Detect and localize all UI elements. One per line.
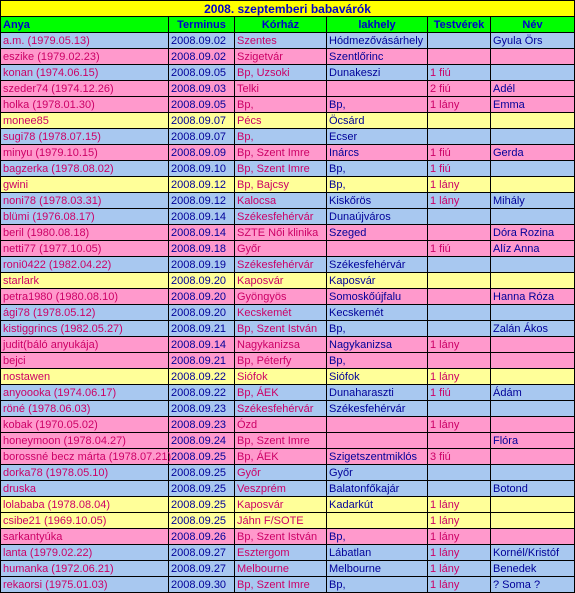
cell-lakhely[interactable] bbox=[327, 241, 428, 257]
cell-terminus[interactable]: 2008.09.07 bbox=[169, 129, 235, 145]
cell-korhaz[interactable]: Győr bbox=[235, 241, 327, 257]
cell-terminus[interactable]: 2008.09.09 bbox=[169, 145, 235, 161]
cell-testverek[interactable]: 1 lány bbox=[428, 369, 491, 385]
cell-nev[interactable]: Gyula Örs bbox=[491, 33, 575, 49]
table-row bbox=[1, 497, 575, 513]
cell-nev[interactable] bbox=[491, 273, 575, 289]
cell-anya[interactable]: bagzerka (1978.08.02) bbox=[1, 161, 169, 177]
cell-terminus[interactable]: 2008.09.02 bbox=[169, 49, 235, 65]
header-nev: Név bbox=[491, 17, 575, 33]
cell-terminus[interactable]: 2008.09.25 bbox=[169, 497, 235, 513]
table-row bbox=[1, 49, 575, 65]
cell-testverek[interactable]: 1 fiú bbox=[428, 145, 491, 161]
cell-anya[interactable]: judit(báló anyukája) bbox=[1, 337, 169, 353]
cell-testverek[interactable] bbox=[428, 49, 491, 65]
cell-terminus[interactable]: 2008.09.25 bbox=[169, 465, 235, 481]
table-row bbox=[1, 177, 575, 193]
cell-lakhely[interactable] bbox=[327, 81, 428, 97]
cell-anya[interactable]: starlark bbox=[1, 273, 169, 289]
cell-testverek[interactable] bbox=[428, 129, 491, 145]
table-row bbox=[1, 321, 575, 337]
cell-korhaz[interactable]: Bp, bbox=[235, 97, 327, 113]
cell-nev[interactable] bbox=[491, 209, 575, 225]
cell-anya[interactable]: humanka (1972.06.21) bbox=[1, 561, 169, 577]
cell-lakhely[interactable]: Bp, bbox=[327, 353, 428, 369]
cell-nev[interactable]: Ádám bbox=[491, 385, 575, 401]
cell-testverek[interactable] bbox=[428, 481, 491, 497]
cell-korhaz[interactable]: Siófok bbox=[235, 369, 327, 385]
cell-lakhely[interactable]: Nagykanizsa bbox=[327, 337, 428, 353]
cell-lakhely[interactable]: Kaposvár bbox=[327, 273, 428, 289]
cell-korhaz[interactable]: Bp, Szent István bbox=[235, 321, 327, 337]
cell-nev[interactable] bbox=[491, 113, 575, 129]
cell-nev[interactable] bbox=[491, 513, 575, 529]
cell-anya[interactable]: szeder74 (1974.12.26) bbox=[1, 81, 169, 97]
cell-terminus[interactable]: 2008.09.05 bbox=[169, 97, 235, 113]
cell-korhaz[interactable]: Bp, Szent István bbox=[235, 529, 327, 545]
cell-lakhely[interactable]: Bp, bbox=[327, 529, 428, 545]
cell-nev[interactable]: Emma bbox=[491, 97, 575, 113]
table-row bbox=[1, 545, 575, 561]
cell-testverek[interactable]: 1 lány bbox=[428, 417, 491, 433]
cell-terminus[interactable]: 2008.09.22 bbox=[169, 369, 235, 385]
cell-testverek[interactable] bbox=[428, 209, 491, 225]
cell-korhaz[interactable]: Kecskemét bbox=[235, 305, 327, 321]
cell-korhaz[interactable]: Bp, Szent Imre bbox=[235, 145, 327, 161]
cell-nev[interactable]: Gerda bbox=[491, 145, 575, 161]
cell-anya[interactable]: petra1980 (1980.08.10) bbox=[1, 289, 169, 305]
cell-terminus[interactable]: 2008.09.12 bbox=[169, 193, 235, 209]
cell-testverek[interactable]: 1 lány bbox=[428, 193, 491, 209]
table-row bbox=[1, 65, 575, 81]
cell-terminus[interactable]: 2008.09.03 bbox=[169, 81, 235, 97]
cell-korhaz[interactable]: Székesfehérvár bbox=[235, 257, 327, 273]
cell-nev[interactable]: Zalán Ákos bbox=[491, 321, 575, 337]
cell-testverek[interactable]: 1 lány bbox=[428, 97, 491, 113]
cell-nev[interactable]: Mihály bbox=[491, 193, 575, 209]
cell-testverek[interactable]: 1 lány bbox=[428, 497, 491, 513]
cell-nev[interactable] bbox=[491, 337, 575, 353]
cell-lakhely[interactable]: Dunakeszi bbox=[327, 65, 428, 81]
cell-terminus[interactable]: 2008.09.24 bbox=[169, 433, 235, 449]
cell-lakhely[interactable]: Kadarkút bbox=[327, 497, 428, 513]
cell-terminus[interactable]: 2008.09.25 bbox=[169, 449, 235, 465]
table-row bbox=[1, 561, 575, 577]
cell-testverek[interactable]: 1 lány bbox=[428, 529, 491, 545]
table-row bbox=[1, 209, 575, 225]
cell-testverek[interactable] bbox=[428, 321, 491, 337]
cell-terminus[interactable]: 2008.09.18 bbox=[169, 241, 235, 257]
cell-terminus[interactable]: 2008.09.21 bbox=[169, 321, 235, 337]
cell-lakhely[interactable]: Dunaújváros bbox=[327, 209, 428, 225]
cell-testverek[interactable]: 1 fiú bbox=[428, 65, 491, 81]
cell-anya[interactable]: monee85 bbox=[1, 113, 169, 129]
cell-korhaz[interactable]: Pécs bbox=[235, 113, 327, 129]
cell-anya[interactable]: roni0422 (1982.04.22) bbox=[1, 257, 169, 273]
cell-terminus[interactable]: 2008.09.25 bbox=[169, 481, 235, 497]
cell-terminus[interactable]: 2008.09.22 bbox=[169, 385, 235, 401]
cell-nev[interactable] bbox=[491, 353, 575, 369]
cell-anya[interactable]: eszike (1979.02.23) bbox=[1, 49, 169, 65]
cell-nev[interactable]: Kornél/Kristóf bbox=[491, 545, 575, 561]
cell-lakhely[interactable]: Bp, bbox=[327, 577, 428, 593]
cell-lakhely[interactable]: Lábatlan bbox=[327, 545, 428, 561]
cell-anya[interactable]: rekaorsi (1975.01.03) bbox=[1, 577, 169, 593]
cell-korhaz[interactable]: Telki bbox=[235, 81, 327, 97]
cell-nev[interactable] bbox=[491, 257, 575, 273]
cell-anya[interactable]: honeymoon (1978.04.27) bbox=[1, 433, 169, 449]
cell-korhaz[interactable]: Bp, Szent Imre bbox=[235, 577, 327, 593]
cell-korhaz[interactable]: SZTE Női klinika bbox=[235, 225, 327, 241]
cell-korhaz[interactable]: Jáhn F/SOTE bbox=[235, 513, 327, 529]
cell-lakhely[interactable]: Siófok bbox=[327, 369, 428, 385]
cell-nev[interactable] bbox=[491, 305, 575, 321]
cell-anya[interactable]: ági78 (1978.05.12) bbox=[1, 305, 169, 321]
cell-anya[interactable]: blümi (1976.08.17) bbox=[1, 209, 169, 225]
cell-korhaz[interactable]: Székesfehérvár bbox=[235, 209, 327, 225]
cell-anya[interactable]: minyu (1979.10.15) bbox=[1, 145, 169, 161]
cell-anya[interactable]: nostawen bbox=[1, 369, 169, 385]
cell-testverek[interactable]: 1 lány bbox=[428, 577, 491, 593]
cell-nev[interactable] bbox=[491, 49, 575, 65]
cell-nev[interactable]: Hanna Róza bbox=[491, 289, 575, 305]
cell-korhaz[interactable]: Bp, Bajcsy bbox=[235, 177, 327, 193]
cell-testverek[interactable] bbox=[428, 433, 491, 449]
cell-anya[interactable]: röné (1978.06.03) bbox=[1, 401, 169, 417]
cell-nev[interactable] bbox=[491, 65, 575, 81]
cell-korhaz[interactable]: Kaposvár bbox=[235, 497, 327, 513]
cell-testverek[interactable] bbox=[428, 225, 491, 241]
table-row bbox=[1, 225, 575, 241]
cell-korhaz[interactable]: Nagykanizsa bbox=[235, 337, 327, 353]
table-row bbox=[1, 113, 575, 129]
cell-testverek[interactable] bbox=[428, 353, 491, 369]
cell-anya[interactable]: gwini bbox=[1, 177, 169, 193]
cell-anya[interactable]: sugi78 (1978.07.15) bbox=[1, 129, 169, 145]
cell-lakhely[interactable]: Bp, bbox=[327, 177, 428, 193]
cell-lakhely[interactable]: Kecskemét bbox=[327, 305, 428, 321]
cell-anya[interactable]: konan (1974.06.15) bbox=[1, 65, 169, 81]
cell-lakhely[interactable] bbox=[327, 513, 428, 529]
cell-anya[interactable]: lanta (1979.02.22) bbox=[1, 545, 169, 561]
cell-nev[interactable]: ? Soma ? bbox=[491, 577, 575, 593]
cell-lakhely[interactable]: Hódmezővásárhely bbox=[327, 33, 428, 49]
cell-terminus[interactable]: 2008.09.20 bbox=[169, 273, 235, 289]
cell-korhaz[interactable]: Ózd bbox=[235, 417, 327, 433]
cell-lakhely[interactable]: Kiskőrös bbox=[327, 193, 428, 209]
cell-anya[interactable]: kistiggrincs (1982.05.27) bbox=[1, 321, 169, 337]
table-row bbox=[1, 337, 575, 353]
cell-korhaz[interactable]: Kalocsa bbox=[235, 193, 327, 209]
cell-terminus[interactable]: 2008.09.05 bbox=[169, 65, 235, 81]
cell-terminus[interactable]: 2008.09.23 bbox=[169, 417, 235, 433]
table-row bbox=[1, 369, 575, 385]
table-row bbox=[1, 385, 575, 401]
header-row bbox=[1, 17, 575, 33]
table-row bbox=[1, 257, 575, 273]
cell-testverek[interactable]: 1 lány bbox=[428, 561, 491, 577]
cell-lakhely[interactable]: Somoskőújfalu bbox=[327, 289, 428, 305]
table-row bbox=[1, 577, 575, 593]
table-row bbox=[1, 273, 575, 289]
sheet-title: 2008. szeptemberi babavárók bbox=[1, 1, 575, 17]
cell-lakhely[interactable]: Székesfehérvár bbox=[327, 401, 428, 417]
cell-nev[interactable]: Botond bbox=[491, 481, 575, 497]
cell-lakhely[interactable] bbox=[327, 433, 428, 449]
table-row bbox=[1, 33, 575, 49]
cell-korhaz[interactable]: Bp, ÁEK bbox=[235, 385, 327, 401]
cell-nev[interactable] bbox=[491, 161, 575, 177]
cell-lakhely[interactable]: Melbourne bbox=[327, 561, 428, 577]
cell-nev[interactable] bbox=[491, 129, 575, 145]
table-row bbox=[1, 401, 575, 417]
cell-testverek[interactable]: 1 fiú bbox=[428, 161, 491, 177]
cell-nev[interactable] bbox=[491, 177, 575, 193]
cell-lakhely[interactable]: Öcsárd bbox=[327, 113, 428, 129]
cell-lakhely[interactable]: Szentlőrinc bbox=[327, 49, 428, 65]
table-row bbox=[1, 241, 575, 257]
cell-nev[interactable] bbox=[491, 529, 575, 545]
table-row bbox=[1, 513, 575, 529]
cell-terminus[interactable]: 2008.09.14 bbox=[169, 225, 235, 241]
cell-lakhely[interactable]: Bp, bbox=[327, 161, 428, 177]
table-row bbox=[1, 353, 575, 369]
table-row bbox=[1, 449, 575, 465]
cell-lakhely[interactable]: Ecser bbox=[327, 129, 428, 145]
cell-testverek[interactable] bbox=[428, 273, 491, 289]
table-row bbox=[1, 129, 575, 145]
cell-testverek[interactable] bbox=[428, 401, 491, 417]
cell-korhaz[interactable]: Bp, Szent Imre bbox=[235, 433, 327, 449]
cell-nev[interactable] bbox=[491, 497, 575, 513]
cell-terminus[interactable]: 2008.09.10 bbox=[169, 161, 235, 177]
cell-korhaz[interactable]: Gyöngyös bbox=[235, 289, 327, 305]
table-row bbox=[1, 161, 575, 177]
cell-terminus[interactable]: 2008.09.25 bbox=[169, 513, 235, 529]
cell-terminus[interactable]: 2008.09.02 bbox=[169, 33, 235, 49]
cell-terminus[interactable]: 2008.09.20 bbox=[169, 289, 235, 305]
cell-nev[interactable]: Alíz Anna bbox=[491, 241, 575, 257]
header-testverek: Testvérek bbox=[428, 17, 491, 33]
cell-terminus[interactable]: 2008.09.26 bbox=[169, 529, 235, 545]
cell-terminus[interactable]: 2008.09.23 bbox=[169, 401, 235, 417]
cell-lakhely[interactable]: Balatonfőkajár bbox=[327, 481, 428, 497]
cell-testverek[interactable]: 1 lány bbox=[428, 337, 491, 353]
cell-testverek[interactable] bbox=[428, 305, 491, 321]
cell-korhaz[interactable]: Melbourne bbox=[235, 561, 327, 577]
table-row bbox=[1, 81, 575, 97]
cell-testverek[interactable] bbox=[428, 113, 491, 129]
cell-korhaz[interactable]: Szigetvár bbox=[235, 49, 327, 65]
cell-anya[interactable]: druska bbox=[1, 481, 169, 497]
cell-testverek[interactable]: 1 lány bbox=[428, 545, 491, 561]
cell-lakhely[interactable]: Győr bbox=[327, 465, 428, 481]
cell-testverek[interactable] bbox=[428, 257, 491, 273]
cell-nev[interactable] bbox=[491, 417, 575, 433]
cell-nev[interactable]: Flóra bbox=[491, 433, 575, 449]
table-row bbox=[1, 529, 575, 545]
cell-testverek[interactable] bbox=[428, 33, 491, 49]
cell-lakhely[interactable]: Bp, bbox=[327, 97, 428, 113]
table-row bbox=[1, 465, 575, 481]
cell-testverek[interactable]: 1 lány bbox=[428, 513, 491, 529]
cell-anya[interactable]: kobak (1970.05.02) bbox=[1, 417, 169, 433]
cell-korhaz[interactable]: Bp, Péterfy bbox=[235, 353, 327, 369]
cell-lakhely[interactable]: Szeged bbox=[327, 225, 428, 241]
cell-korhaz[interactable]: Veszprém bbox=[235, 481, 327, 497]
cell-nev[interactable] bbox=[491, 449, 575, 465]
header-terminus: Terminus bbox=[169, 17, 235, 33]
cell-anya[interactable]: bejci bbox=[1, 353, 169, 369]
cell-anya[interactable]: lolababa (1978.08.04) bbox=[1, 497, 169, 513]
cell-korhaz[interactable]: Bp, Szent Imre bbox=[235, 161, 327, 177]
cell-terminus[interactable]: 2008.09.14 bbox=[169, 209, 235, 225]
table-row bbox=[1, 481, 575, 497]
cell-korhaz[interactable]: Bp, bbox=[235, 129, 327, 145]
cell-korhaz[interactable]: Győr bbox=[235, 465, 327, 481]
cell-anya[interactable]: beril (1980.08.18) bbox=[1, 225, 169, 241]
cell-testverek[interactable]: 2 fiú bbox=[428, 81, 491, 97]
table-row bbox=[1, 417, 575, 433]
cell-testverek[interactable] bbox=[428, 465, 491, 481]
cell-terminus[interactable]: 2008.09.12 bbox=[169, 177, 235, 193]
cell-nev[interactable] bbox=[491, 369, 575, 385]
cell-testverek[interactable]: 1 fiú bbox=[428, 241, 491, 257]
cell-testverek[interactable]: 1 lány bbox=[428, 177, 491, 193]
table-row bbox=[1, 305, 575, 321]
cell-nev[interactable]: Dóra Rozina bbox=[491, 225, 575, 241]
cell-korhaz[interactable]: Esztergom bbox=[235, 545, 327, 561]
cell-terminus[interactable]: 2008.09.19 bbox=[169, 257, 235, 273]
cell-lakhely[interactable]: Bp, bbox=[327, 321, 428, 337]
cell-terminus[interactable]: 2008.09.14 bbox=[169, 337, 235, 353]
table-row bbox=[1, 97, 575, 113]
cell-nev[interactable]: Adél bbox=[491, 81, 575, 97]
table-row bbox=[1, 289, 575, 305]
cell-terminus[interactable]: 2008.09.30 bbox=[169, 577, 235, 593]
cell-lakhely[interactable]: Inárcs bbox=[327, 145, 428, 161]
header-korhaz: Kórház bbox=[235, 17, 327, 33]
cell-anya[interactable]: a.m. (1979.05.13) bbox=[1, 33, 169, 49]
cell-lakhely[interactable] bbox=[327, 417, 428, 433]
table-row bbox=[1, 145, 575, 161]
cell-terminus[interactable]: 2008.09.27 bbox=[169, 561, 235, 577]
cell-terminus[interactable]: 2008.09.27 bbox=[169, 545, 235, 561]
cell-anya[interactable]: noni78 (1978.03.31) bbox=[1, 193, 169, 209]
cell-korhaz[interactable]: Bp, ÁEK bbox=[235, 449, 327, 465]
cell-anya[interactable]: borossné becz márta (1978.07.21) bbox=[1, 449, 169, 465]
cell-anya[interactable]: csibe21 (1969.10.05) bbox=[1, 513, 169, 529]
cell-korhaz[interactable]: Szentes bbox=[235, 33, 327, 49]
cell-korhaz[interactable]: Székesfehérvár bbox=[235, 401, 327, 417]
cell-anya[interactable]: dorka78 (1978.05.10) bbox=[1, 465, 169, 481]
cell-nev[interactable] bbox=[491, 401, 575, 417]
cell-korhaz[interactable]: Bp, Uzsoki bbox=[235, 65, 327, 81]
cell-nev[interactable] bbox=[491, 465, 575, 481]
title-row bbox=[1, 1, 575, 17]
cell-terminus[interactable]: 2008.09.07 bbox=[169, 113, 235, 129]
cell-anya[interactable]: holka (1978.01.30) bbox=[1, 97, 169, 113]
cell-terminus[interactable]: 2008.09.20 bbox=[169, 305, 235, 321]
cell-terminus[interactable]: 2008.09.21 bbox=[169, 353, 235, 369]
header-lakhely: lakhely bbox=[327, 17, 428, 33]
cell-anya[interactable]: sarkantyúka bbox=[1, 529, 169, 545]
table-row bbox=[1, 193, 575, 209]
cell-testverek[interactable]: 3 fiú bbox=[428, 449, 491, 465]
cell-lakhely[interactable]: Szigetszentmiklós bbox=[327, 449, 428, 465]
cell-korhaz[interactable]: Kaposvár bbox=[235, 273, 327, 289]
cell-testverek[interactable]: 1 fiú bbox=[428, 385, 491, 401]
cell-lakhely[interactable]: Székesfehérvár bbox=[327, 257, 428, 273]
cell-lakhely[interactable]: Dunaharaszti bbox=[327, 385, 428, 401]
cell-testverek[interactable] bbox=[428, 289, 491, 305]
cell-nev[interactable]: Benedek bbox=[491, 561, 575, 577]
cell-anya[interactable]: anyoooka (1974.06.17) bbox=[1, 385, 169, 401]
cell-anya[interactable]: netti77 (1977.10.05) bbox=[1, 241, 169, 257]
table-row bbox=[1, 433, 575, 449]
header-anya: Anya bbox=[1, 17, 169, 33]
